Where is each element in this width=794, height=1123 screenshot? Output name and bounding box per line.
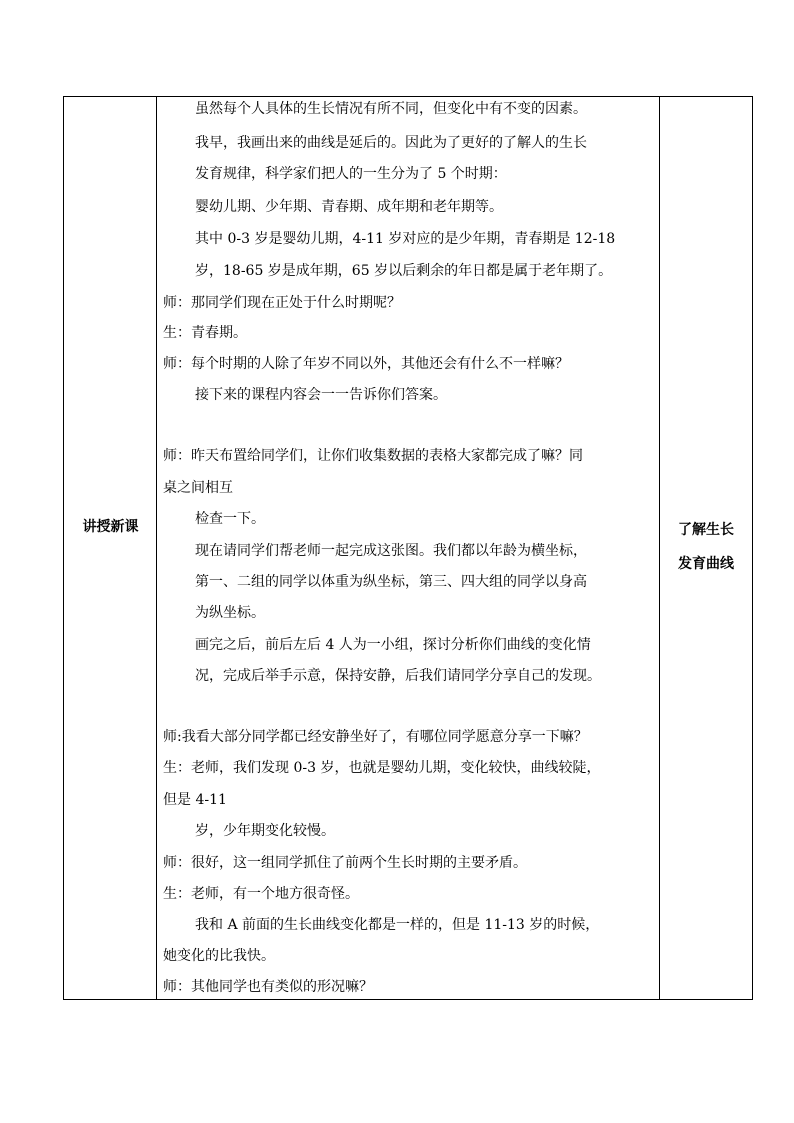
objective-line-1: 了解生长 xyxy=(678,522,734,538)
text-line: 接下来的课程内容会一一告诉你们答案。 xyxy=(195,387,447,403)
text-line: 发育规律，科学家们把人的一生分为了 5 个时期： xyxy=(195,166,507,182)
text-line: 岁，18-65 岁是成年期，65 岁以后剩余的年日都是属于老年期了。 xyxy=(195,263,613,279)
text-line: 师：那同学们现在正处于什么时期呢？ xyxy=(163,295,401,311)
text-line: 师:我看大部分同学都已经安静坐好了，有哪位同学愿意分享一下嘛？ xyxy=(163,729,588,745)
lesson-table xyxy=(63,96,753,1000)
objective-label xyxy=(660,513,752,581)
text-line: 师：很好，这一组同学抓住了前两个生长时期的主要矛盾。 xyxy=(163,855,527,871)
section-label: 讲授新课 xyxy=(82,519,139,535)
text-line: 第一、二组的同学以体重为纵坐标，第三、四大组的同学以身高 xyxy=(195,574,587,590)
text-line: 生：老师，有一个地方很奇怪。 xyxy=(163,886,359,902)
text-line: 但是 4-11 xyxy=(163,792,227,808)
text-line: 虽然每个人具体的生长情况有所不同，但变化中有不变的因素。 xyxy=(195,101,587,117)
text-line: 桌之间相互 xyxy=(163,480,233,496)
objective-column xyxy=(660,97,752,999)
text-line: 现在请同学们帮老师一起完成这张图。我们都以年龄为横坐标， xyxy=(195,543,587,559)
text-line: 我早，我画出来的曲线是延后的。因此为了更好的了解人的生长 xyxy=(195,135,587,151)
text-line: 况，完成后举手示意，保持安静，后我们请同学分享自己的发现。 xyxy=(195,668,601,684)
text-line: 检查一下。 xyxy=(195,511,265,527)
text-line: 师：每个时期的人除了年岁不同以外，其他还会有什么不一样嘛？ xyxy=(163,356,569,372)
text-line: 为纵坐标。 xyxy=(195,605,265,621)
text-line: 她变化的比我快。 xyxy=(163,948,275,964)
text-line: 生：老师，我们发现 0-3 岁，也就是婴幼儿期，变化较快，曲线较陡， xyxy=(163,760,601,776)
text-line: 其中 0-3 岁是婴幼儿期，4-11 岁对应的是少年期，青春期是 12-18 xyxy=(195,231,616,247)
content-column xyxy=(157,97,660,999)
text-line: 我和 A 前面的生长曲线变化都是一样的，但是 11-13 岁的时候， xyxy=(195,917,600,933)
text-line: 师：其他同学也有类似的形况嘛？ xyxy=(163,979,373,995)
objective-line-2: 发育曲线 xyxy=(678,556,734,572)
text-line: 师：昨天布置给同学们，让你们收集数据的表格大家都完成了嘛？同 xyxy=(163,448,583,464)
text-line: 生：青春期。 xyxy=(163,325,247,341)
text-line: 岁，少年期变化较慢。 xyxy=(195,823,335,839)
section-column xyxy=(64,97,157,999)
text-line: 婴幼儿期、少年期、青春期、成年期和老年期等。 xyxy=(195,199,503,215)
text-line: 画完之后，前后左后 4 人为一小组，探讨分析你们曲线的变化情 xyxy=(195,637,591,653)
